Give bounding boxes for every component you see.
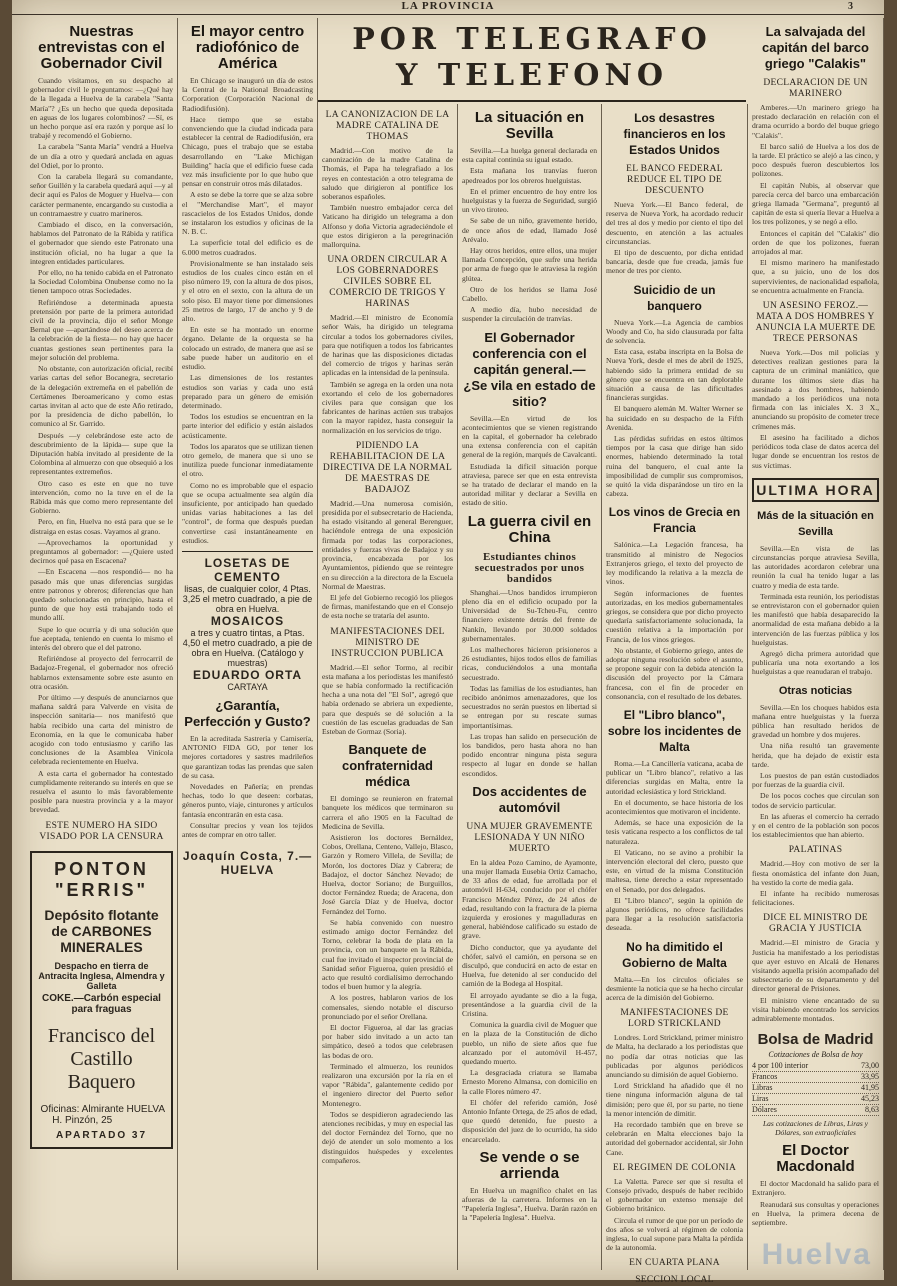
archive-watermark: Huelva (761, 1238, 872, 1271)
bolsa-label: Francos (752, 1072, 778, 1082)
paragraph: Madrid.—El ministro de Gracia y Justicia ha manifestado a los periodistas que ayer estuvo en Alcalá de Henares visitando aquella prisión acompañado del subsecretario de su departamento y del director general de Prisiones. (752, 938, 879, 994)
paragraph: Estudiada la difícil situación porque atraviesa, parece ser que en esta entrevista se ha tratado de declarar el mando en la autoridad militar y declarar a Sevilla en estado de sitio. (462, 461, 597, 508)
column-3 (318, 104, 458, 1270)
paragraph: Nueva York.—El Banco federal, de reserva de Nueva York, ha acordado reducir del tres al dos y medio por ciento el tipo del descuento, en atención a las actuales circunstancias. (606, 200, 743, 246)
ad-text: lisas, de cualquier color, 4 Ptas. 3,25 el metro cuadrado, a pie de obra en Huelva. (182, 583, 313, 614)
paragraph: Agregó dicha primera autoridad que publicaría una nota exortando a los huelguistas a que reanudaran el trabajo. (752, 648, 879, 677)
address-text: Joaquín Costa, 7.—HUELVA (182, 849, 313, 878)
paragraph: El doctor Macdonald ha salido para el Extranjero. (752, 1179, 879, 1198)
paragraph: Con la carabela llegará su comandante, señor Guillén y la carabela quedará aquí —y al decir aquí es Palos de Moguer y Huelva— con carácter permanente, encargando su custodia a un contramaestre y cuatro marineros. (30, 172, 173, 218)
paragraph: Esta mañana los tranvías fueron apedreados por los obreros huelguistas. (462, 166, 597, 185)
article-body (752, 1179, 879, 1227)
paragraph: Supe lo que ocurría y di una solución que fue aceptada, teniendo en cuenta lo mismo el interés del obrero que el del patrono. (30, 624, 173, 652)
paragraph: El ministro viene encantado de su visita habiendo encontrado los servicios admirablemente montados. (752, 995, 879, 1024)
paragraph: Otro de los heridos se llama José Cabello. (462, 284, 597, 304)
column-4 (458, 104, 602, 1270)
paragraph: En la acreditada Sastrería y Camisería, ANTONIO FIDA GO, por tener los mejores cortadores y sastres madrileños que garantizan todas las prendas que salen de su casa. (182, 733, 313, 780)
paragraph: El capitán Nubis, al observar que parecía cerca del barco una embarcación griega llamada "Germana", preguntó al capitán de esta si quería llevar a Huelva a los tres polizones, y se negó a ello. (752, 180, 879, 227)
paragraph: Madrid.—El ministro de Economía señor Wais, ha dirigido un telegrama circular a todos los gobernadores civiles, para que notifiquen a todos los fabricantes de harinas que las disposiciones dictadas del comercio de trigos y harinas serán aplicadas en la intensidad de la península. (322, 313, 453, 378)
article-body (322, 663, 453, 737)
bolsa-value: 73,00 (861, 1061, 879, 1071)
paragraph: Sevilla.—La huelga general declarada en esta capital continúa su igual estado. (462, 146, 597, 165)
article-body (606, 975, 743, 1003)
article-headline: El Doctor Macdonald (776, 1142, 855, 1176)
ad-text-2: a tres y cuatro tintas, a Ptas. 4,50 el metro cuadrado, a pie de obra en Huelva. (Catálogo y muestras) (182, 627, 313, 668)
paragraph: Salónica.—La Legación francesa, ha transmitido al ministro de Negocios Extranjeros griego, el texto del proyecto de ley modificando la relativa a la mezcla de vinos. (606, 540, 743, 587)
paragraph: En el primer encuentro de hoy entre los huelguistas y la fuerza de Seguridad, surgió un vivo tiroteo. (462, 186, 597, 215)
paragraph: Se había convenido con nuestro estimado amigo doctor Fernández del Torno, celebrar la boda de plata en la provincia, con un banquete en la Rábida, cual fue invitado el inspector provincial de Sanidad señor Figueroa, quien presidió el acto que resultó cordialísimo derrochando todos el buen humor y la alegría. (322, 917, 453, 992)
paragraph: En la aldea Pozo Camino, de Ayamonte, una mujer llamada Eusebia Ortiz Camacho, de 33 años de edad, fue arrollada por el automóvil H-634, conducido por el chófer Francisco Méndez Pérez, de 24 años de edad, resultando con la fractura de la pierna izquierda y erosiones y magulladuras en general, habiéndose calificado su estado de grave. (462, 857, 597, 941)
column-1 (26, 18, 178, 1270)
paragraph: Circula el rumor de que por un período de dos años se volverá al régimen de colonia inglesa, lo cual supone para Malta la pérdida de la autonomía. (606, 1215, 743, 1253)
paragraph: Nueva York.—Dos mil policías y detectives realizan gestiones para la captura de un criminal maniático, que durante los últimos siete días ha asesinado a dos hombres, habiendo mandado a los periódicos una nota firmada con las iniciales X. 3 X., anunciando su propósito de cometer trece crímenes más. (752, 348, 879, 431)
article-headline: Los desastres financieros en los Estados Unidos (623, 111, 726, 157)
ad-title: LOSETAS DE CEMENTO (204, 555, 291, 584)
bolsa-value: 41,95 (861, 1083, 879, 1093)
article-headline: Nuestras entrevistas con el Gobernador Civil (38, 23, 165, 72)
paragraph: Otro caso es este en que no tuve intervención, como no la tuve en el de la Rábida más que como mero representante del Gobierno. (30, 478, 173, 516)
bolsa-row (752, 1072, 879, 1083)
paragraph: Malta.—En los círculos oficiales se desmiente la noticia que se ha hecho circular acerca de la dimisión del Gobierno. (606, 974, 743, 1002)
paragraph: Según informaciones de fuentes autorizadas, en los medios gubernamentales griegos, se considera que por dicho proyecto quedaría satisfactoriamente solucionada, la cuestión relativa a la importación por Francia, de los vinos griegos. (606, 588, 743, 644)
paragraph: Todos los aparatos que se utilizan tienen otro gemelo, de manera que si uno se inutiliza puede funcionar inmediatamente el otro. (182, 441, 313, 479)
masthead-title: LA PROVINCIA (401, 0, 495, 12)
paragraph: Sevilla.—En vista de las circunstancias porque atraviesa Sevilla, las autoridades acordaron celebrar una reunión la cual ha tenido lugar a las cuatro y media de esta tarde. (752, 543, 879, 590)
ad-title-2: MOSAICOS (210, 613, 285, 628)
paragraph: Los puestos de pan están custodiados por fuerzas de la guardia civil. (752, 770, 879, 790)
article-body (322, 146, 453, 249)
article-headline: No ha dimitido el Gobierno de Malta (622, 939, 727, 970)
paragraph: Refiriéndose a determinada apuesta pretensión por parte de la primera autoridad civil de la provincia, dijo el señor Monge Bernal que —apartándose del deseo acerca de la celebración de la fiesta— no hay que hacer cuantas gestiones sean pertinentes para la mejor solución del problema. (30, 297, 173, 362)
paragraph: Consultar precios y vean los tejidos antes de comprar en otro taller. (182, 820, 313, 839)
paragraph: Novedades en Pañería; en prendas hechas, todo lo que deseen: corbatas, géneros punto, viaje, cinturones y artículos fantasía encontrarán en esta casa. (182, 781, 313, 819)
paragraph: En las afueras el comercio ha cerrado y en el centro de la población son pocos los establecimientos que han abierto. (752, 811, 879, 840)
ad-owner: EDUARDO ORTA (192, 667, 303, 682)
paragraph: Provisionalmente se han instalado seis estudios de los cuales cinco están en el piso número 19, con la altura de dos pisos, y el otro en el sexto, con la altura de un solo piso. El mayor tiene por dimensiones 25 metros de largo, 17 de ancho y 9 de alto. (182, 258, 313, 324)
bolsa-table (752, 1061, 879, 1116)
ad-coke: COKE.—Carbón especial para fraguas (42, 992, 161, 1015)
ad-line: Depósito flotante de CARBONES MINERALES (44, 906, 159, 955)
paragraph: También se agrega en la orden una nota exortando el celo de los gobernadores civiles para que consigan que los fabricantes de harinas actúen sus trabajos con la mayor rapidez, hasta conseguir la normalización en los servicios de trigo. (322, 379, 453, 435)
paragraph: A medio día, hubo necesidad de suspender la circulación de tranvías. (462, 305, 597, 324)
subhead: DECLARACION DE UN MARINERO (763, 78, 868, 99)
bolsa-label: Liras (752, 1094, 769, 1104)
paragraph: —Aprovechamos la oportunidad y preguntamos al gobernador: —¿Quiere usted decirnos qué pasa en Escacena? (30, 537, 173, 566)
newspaper-page (12, 0, 884, 1286)
bolsa-note: Las cotizaciones de Libras, Liras y Dólares, son extraoficiales (762, 1119, 868, 1138)
article-body (752, 859, 879, 907)
subhead: Estudiantes chinos secuestrados por unos bandidos (474, 550, 585, 585)
article-body (752, 348, 879, 470)
paragraph: Amberes.—Un marinero griego ha prestado declaración en relación con el drama ocurrido a bordo del buque griego "Calakis". (752, 103, 879, 140)
paragraph: El jefe del Gobierno recogió los pliegos de firmas, manifestando que en el Consejo de esta noche se trataría del asunto. (322, 592, 453, 621)
paragraph: Entonces el capitán del "Calakis" dio orden de que los polizones, fueran arrojados al mar. (752, 228, 879, 257)
subhead: UNA MUJER GRAVEMENTE LESIONADA Y UN NIÑO MUERTO (466, 821, 593, 854)
article-body (606, 759, 743, 933)
paragraph: Reanudará sus consultas y operaciones en Huelva, la primera decena de septiembre. (752, 1199, 879, 1228)
paragraph: El doctor Figueroa, al dar las gracias por haber sido invitado a un acto tan simpático, deseó a todos que celebrasen las bodas de oro. (322, 1023, 453, 1060)
paragraph: El tipo de descuento, por dicha entidad bancaria, desde que fue creada, jamás fue menor de tres por ciento. (606, 248, 743, 276)
paragraph: Dicho conductor, que ya ayudante del chófer, salvó el camión, en persona se en disculpó, que conducirá en acto de estar en Huelva, fue detenido al ser conducido del camión de la Bodega al Hospital. (462, 942, 597, 989)
bolsa-label: 4 por 100 interior (752, 1061, 809, 1071)
column-6 (748, 18, 884, 1270)
article-body (322, 499, 453, 621)
paragraph: La desgraciada criatura se llamaba Ernesto Moreno Almansa, con domicilio en la calle Flores número 47. (462, 1068, 597, 1096)
bolsa-subtitle: Cotizaciones de Bolsa de hoy (768, 1050, 863, 1060)
paragraph: Una niña resultó tan gravemente herida, que ha dejado de existir esta tarde. (752, 741, 879, 769)
subhead: EL BANCO FEDERAL REDUCE EL TIPO DE DESCUENTO (626, 164, 723, 196)
paragraph: El asesino ha facilitado a dichos periódicos toda clase de datos acerca del lugar donde se encuentran los restos de sus víctimas. (752, 432, 879, 470)
paragraph: El infante ha recibido numerosas felicitaciones. (752, 889, 879, 908)
paragraph: Las pérdidas sufridas en estos últimos tiempos por la casa que dirige han sido enormes, habiendo determinado la total ruina del banquero, el cual ante la imposibilidad de cumplir sus compromisos, se quitó la vida disparándose un tiro en la cabeza. (606, 434, 743, 499)
paragraph: Todos los estudios se encuentran en la parte interior del edificio y están aislados acústicamente. (182, 412, 313, 440)
paragraph: Hay otros heridos, entre ellos, una mujer llamada Concepción, que sufre una herida por arma de fuego que le atraviesa la región glútea. (462, 246, 597, 283)
paragraph: El "Libro blanco", según la opinión de algunos periódicos, no ofrece facilidades para llegar a la resolución satisfactoria deseada. (606, 895, 743, 933)
paragraph: Las tropas han salido en persecución de los bandidos, pero hasta ahora no han podido encontrar ninguna pista segura respecto al lugar en donde se hallan escondidos. (462, 731, 597, 778)
subhead: PALATINAS (788, 845, 843, 856)
paragraph: Terminado el almuerzo, los reunidos realizaron una excursión por la ría en el vapor "Rábida", galantemente cedido por el ingeniero director del Puerto señor Montenegro. (322, 1061, 453, 1108)
article-body (462, 146, 597, 324)
paragraph: A esta carta el gobernador ha contestado cumplidamente reiterando su interés en que se resuelva el asunto lo más favorablemente posible para nuestra provincia y a la mayor brevedad. (30, 768, 173, 815)
article-body (606, 200, 743, 276)
ad-apartado: APARTADO 37 (55, 1129, 148, 1141)
paragraph: Shanghai.—Unos bandidos irrumpieron pleno día en el edificio ocupado por la Universidad de Su-Tcheu-Fu, centro financiero existente detrás del frente de Nankín, llevando por 30.000 soldados gubernamentales. (462, 587, 597, 643)
paragraph: Pero, en fin, Huelva no está para que se le distraiga en estas cosas. Vayamos al grano. (30, 517, 173, 536)
paragraph: Sevilla.—En virtud de los acontecimientos que se vienen registrando en la capital, el gobernador ha celebrado una extensa conferencia con el capitán general de la región, marqués de Cavalcanti. (462, 413, 597, 460)
paragraph: Esta casa, estaba inscripta en la Bolsa de Nueva York, desde el mes de abril de 1925, habiendo sido la primera entidad de su género que se encuentra en tan deplorable situación a causa de las dificultades financieras surgidas. (606, 347, 743, 403)
article-body (606, 1177, 743, 1253)
coal-advertisement (30, 851, 173, 1149)
paragraph: El chófer del referido camión, José Antonio Infante Ortega, de 25 años de edad, que quedó detenido, fue puesto a disposición del juez de lo ocurrido, ha sido encarcelado. (462, 1097, 597, 1144)
bolsa-row (752, 1083, 879, 1094)
paragraph: Por último —y después de anunciarnos que mañana saldrá para Valverde en visita de inspección sanitaria— nos manifestó que había recibido una carta del ministro de Economía, en la que le comunicaba haber acogido con todo entusiasmo y cariño las conclusiones de la Asamblea Vinícola celebrada recientemente en Huelva. (30, 693, 173, 767)
article-headline: Suicidio de un banquero (633, 282, 716, 313)
article-body (322, 313, 453, 435)
article-body (182, 76, 313, 545)
article-body (30, 76, 173, 815)
article-body (752, 103, 879, 295)
paragraph: —En Escacena —nos respondió— no ha pasado más que unas diferencias surgidas entre patronos y obreros; diferencias que han quedado solucionadas en principio, hasta el punto de que hoy está trabajando todo el mundo allí. (30, 567, 173, 623)
paragraph: El banquero alemán M. Walter Werner se ha suicidado en su despacho de la Fifth Avenida. (606, 404, 743, 432)
paragraph: Además, se hace una exposición de la tesis vaticana respecto a los conflictos de tal naturaleza. (606, 818, 743, 846)
paragraph: Hace tiempo que se estaba convenciendo que la ciudad indicada para establecer la central de Radiodifusión, era Chicago, pues el trabajo que se estaba desarrollando en "Lake Michigan Building" hacía que el edificio fuese cada vez más insuficiente por lo que hubo que pensar en construir otros más dilatados. (182, 114, 313, 189)
article-body (462, 588, 597, 778)
paragraph: Nueva York.—La Agencia de cambios Woody and Co, ha sido clausurada por falta de solvencia. (606, 317, 743, 346)
bolsa-value: 45,23 (861, 1094, 879, 1104)
paragraph: Madrid.—Hoy con motivo de ser la fiesta onomástica del infante don Juan, ha vestido la corte de media gala. (752, 859, 879, 887)
ad-address (182, 845, 313, 877)
paragraph: Roma.—La Cancillería vaticana, acaba de publicar un "Libro blanco", relativo a las diferencias surgidas en Malta, entre la autoridad eclesiástica y lord Strickland. (606, 758, 743, 796)
paragraph: Asistieron los doctores Bernáldez, Cobos, Orellana, Centeno, Vallejo, Blasco, Garzón y Romero Villela, de Sevilla; de Morón, los doctores Díaz y Cabrera; de Badajoz, el doctor Sánchez Nevado; de Huelva, doctor Soriano; de Burguillos, doctor Fernández Rueda; de Aracena, don José García Díaz y de Huelva, doctor Fernández del Torno. (322, 832, 453, 916)
bolsa-row (752, 1094, 879, 1105)
paragraph: También nuestro embajador cerca del Vaticano ha dirigido un telegrama a don Alfonso y doña Victoria agradeciéndole el que estos dirigieron a la peregrinación mallorquina. (322, 203, 453, 250)
paragraph: De los pocos coches que circulan son todos de servicio particular. (752, 791, 879, 810)
masthead (12, 0, 884, 15)
article-body (606, 540, 743, 700)
page-number: 3 (848, 1, 854, 12)
bolsa-row (752, 1105, 879, 1116)
article-body (606, 1033, 743, 1157)
footer-note: EN CUARTA PLANA (629, 1258, 720, 1269)
paragraph: Se sabe de un niño, gravemente herido, de once años de edad, llamado José Arévalo. (462, 216, 597, 244)
paragraph: Londres. Lord Strickland, primer ministro de Malta, ha declarado a los periodistas que no podía dar otras noticias que las publicadas por algunos periódicos anunciando su dimisión de aquel Gobierno. (606, 1033, 743, 1080)
footer-note: SECCION LOCAL (635, 1275, 714, 1286)
bolsa-title: Bolsa de Madrid (757, 1031, 874, 1049)
paragraph: En el documento, se hace historia de los acontecimientos que motivaron el incidente. (606, 797, 743, 816)
paragraph: A los postres, hablaron varios de los comensales, siendo notable el discurso pronunciado por el señor Orellana. (322, 993, 453, 1021)
ad-desc: Despacho en tierra de Antracita Inglesa, Almendra y Galleta (38, 960, 165, 991)
subhead: MANIFESTACIONES DEL MINISTRO DE INSTRUCCION PUBLICA (330, 626, 445, 659)
article-headline: Otras noticias (778, 684, 853, 697)
bolsa-row (752, 1061, 879, 1072)
ad-owner: Francisco del Castillo Baquero (47, 1024, 156, 1093)
paragraph: Todas las familias de los estudiantes, han recibido anónimos amenazadores, que los secuestrados no serán puestos en libertad si se entregan por su rescate sumas importantísimas. (462, 683, 597, 730)
article-body (752, 703, 879, 840)
subhead: MANIFESTACIONES DE LORD STRICKLAND (620, 1008, 729, 1030)
paragraph: A esto se debe la torre que se alza sobre el "Merchandise Mart", el mayor rascacielos de los Estados Unidos, donde se instalaron los estudios y oficinas de la N. B. C. (182, 190, 313, 237)
paragraph: Refiriéndose al proyecto del ferrocarril de Badajoz-Fregenal, el gobernador nos ofreció hablarnos extensamente sobre este asunto en otra ocasión. (30, 654, 173, 691)
paragraph: El Vaticano, no se avino a prohibir la intervención electoral del clero, puesto que este, en virtud de la misma Constitución maltesa, tiene derecho a estar representado en el Senado, por dos delegados. (606, 847, 743, 894)
subhead: UN ASESINO FEROZ.—MATA A DOS HOMBRES Y ANUNCIA LA MUERTE DE TRECE PERSONAS (755, 301, 876, 345)
paragraph: Cambiado el disco, en la conversación, hablamos del Patronato de la Rábida y ratifica el gobernador que siendo este Patronato una institución oficial, no ha lugar a que la integren entidades particulares. (30, 220, 173, 266)
subhead: DICE EL MINISTRO DE GRACIA Y JUSTICIA (763, 913, 868, 935)
censorship-note: ESTE NUMERO HA SIDO VISADO POR LA CENSURA (39, 820, 164, 842)
paragraph: En Chicago se inauguró un día de estos la Central de la National Broadcasting Corporation (Corporación Nacional de Radiodifusión). (182, 76, 313, 113)
paragraph: El domingo se reunieron en fraternal banquete los médicos que terminaron su carrera el año 1905 en la Facultad de Medicina de Sevilla. (322, 794, 453, 831)
article-body (322, 794, 453, 1165)
banner-line-1: POR TELEGRAFO (352, 22, 712, 57)
paragraph: Terminada esta reunión, los periodistas se entrevistaron con el gobernador quien les manifestó que había desaparecido la anormalidad de esta mañana debido a la intervención de las fuerzas pública y los huelguistas. (752, 591, 879, 647)
subhead: UNA ORDEN CIRCULAR A LOS GOBERNADORES CIVILES SOBRE EL COMERCIO DE TRIGOS Y HARINAS (327, 255, 448, 310)
ad-office-row (38, 1104, 165, 1126)
article-headline: El Gobernador conferencia con el capitán general.—¿Se vila en estado de sitio? (463, 329, 596, 409)
ad-city: HUELVA (126, 1103, 165, 1115)
article-headline: La situación en Sevilla (474, 109, 585, 142)
paragraph: El barco salió de Huelva a los dos de la tarde. El práctico se alejó a las cinco, y poco después fueron descubiertos los polizones. (752, 141, 879, 179)
article-body (752, 544, 879, 677)
subhead: PIDIENDO LA REHABILITACION DE LA DIRECTIVA DE LA NORMAL DE MAESTRAS DE BADAJOZ (322, 440, 453, 495)
bolsa-value: 8,63 (865, 1105, 879, 1115)
subhead: EL REGIMEN DE COLONIA (612, 1162, 737, 1173)
paragraph: Comunica la guardia civil de Moguer que en la plaza de la Constitución de dicho pueblo, un niño de siete años que fue alcanzado por el automóvil H-457, quedando muerto. (462, 1020, 597, 1067)
ultima-hora-box: ULTIMA HORA (752, 478, 879, 502)
paragraph: La superficie total del edificio es de 6.000 metros cuadrados. (182, 238, 313, 257)
article-body (462, 414, 597, 508)
telegraph-banner (318, 18, 746, 102)
classified-text: En Huelva un magnífico chalet en las afueras de la carretera. Informes en la "Papelería Inglesa", Huelva. Darán razón en la "Papelería Inglesa". Huelva. (462, 1185, 597, 1223)
banner-line-2: Y TELEFONO (396, 58, 668, 93)
paragraph: Después —y celebrándose este acto de descubrimiento de la lápida— supe que la Diputación había invitado al presidente de la Colombina al almuerzo con que obsequió a los representantes extremeños. (30, 430, 173, 477)
bolsa-label: Libras (752, 1083, 773, 1093)
paragraph: No obstante, el Gobierno griego, antes de adoptar ninguna resolución sobre el asunto, se propone seguir con la debida atención la discusión del proyecto por la Cámara francesa, con el fin de proceder en consonancia, con el resultado de los debates. (606, 645, 743, 701)
column-2 (178, 18, 318, 1270)
paragraph: Como no es improbable que el espacio que se ocupa actualmente sea algún día insuficiente, por anticipado han quedado unidas varias habitaciones a las del "control", de forma que después puedan convertirse casi instantáneamente en estudios. (182, 480, 313, 545)
paragraph: Madrid.—El señor Tormo, al recibir esta mañana a los periodistas les manifestó que se había conformado la rectificación hecha a una nota del "El Sol", agregó que había ordenado se abriera un expediente, para que después se dé solución a la cuestión de las escuelas graduadas de San Esteban de Gormaz (Soria). (322, 662, 453, 736)
paragraph: Los malhechores hicieron prisioneros a 26 estudiantes, hijos todos ellos de familias ricas, conduciéndolos a una montaña secuestrado. (462, 644, 597, 682)
article-body (462, 1186, 597, 1223)
article-headline: Se vende o se arrienda (479, 1148, 580, 1182)
paragraph: En este se ha montado un enorme órgano. Delante de la orquesta se ha colocado un estrado, de manera que así se sabe puede haber un auditorio en el estudio. (182, 325, 313, 372)
ad-name: PONTON "ERRIS" (54, 858, 149, 900)
column-5 (602, 104, 748, 1286)
paragraph: Todos se despidieron agradeciendo las atenciones recibidas, y muy en especial las del doctor Fernández del Torno, que no dejó de atender un solo momento a los distinguidos huéspedes y excelentes compañeros. (322, 1109, 453, 1165)
article-headline: Dos accidentes de automóvil (472, 783, 587, 815)
paragraph: Las dimensiones de los restantes estudios son varias y cada uno está preparado para un género de emisión determinado. (182, 373, 313, 410)
ad-headline: ¿Garantía, Perfección y Gusto? (184, 697, 311, 729)
paragraph: Lord Strickland ha añadido que él no tiene ninguna información alguna de tal dimisión; pero que él, por su parte, no tiene la menor intención de dimitir. (606, 1081, 743, 1118)
ad-office: Oficinas: Almirante H. Pinzón, 25 (40, 1103, 124, 1126)
ad-body (182, 734, 313, 839)
paragraph: Ha recordado también que en breve se celebrarán en Malta elecciones bajo la autoridad del gobernador accidental, sir John Cane. (606, 1120, 743, 1157)
article-body (752, 938, 879, 1023)
article-headline: El "Libro blanco", sobre los incidentes de Malta (607, 707, 742, 754)
paragraph: Cuando visitamos, en su despacho al gobernador civil le preguntamos: —¿Qué hay de la llegada a Huelva de la carabela "Santa María"? ¿Es un hecho que queda depositada en aguas de los lugares colombinos? —Sí, es un hecho porque así era razón y porque así lo trabajé y recomendó el Gobierno. (30, 76, 173, 141)
article-headline: Los vinos de Grecia en Francia (608, 505, 741, 536)
article-headline: El mayor centro radiofónico de América (190, 23, 305, 72)
article-headline: La salvajada del capitán del barco griego "Calakis" (762, 24, 869, 71)
article-headline: Más de la situación en Sevilla (757, 509, 874, 538)
article-body (462, 858, 597, 1144)
paragraph: La Valetta. Parece ser que si resulta el Consejo privado, después de haber recibido el gobernador un extenso mensaje del Gobierno británico. (606, 1176, 743, 1214)
bolsa-label: Dólares (752, 1105, 777, 1115)
bolsa-value: 33,95 (861, 1072, 879, 1082)
paragraph: El arroyado ayudante se dio a la fuga, presentándose a la guardia civil de la Cristina. (462, 990, 597, 1018)
paragraph: Sevilla.—En los choques habidos esta mañana entre huelguistas y la fuerza pública han resultado heridos de gravedad un hombre y dos mujeres. (752, 702, 879, 740)
subhead: LA CANONIZACION DE LA MADRE CATALINA DE THOMAS (325, 110, 450, 142)
article-headline: Banquete de confraternidad médica (341, 742, 433, 790)
paragraph: No obstante, con autorización oficial, recibí varias cartas del señor Bocanegra, secretario de la delegación extremeña en el pabellón de Certámenes Iberoamericano y como estas cartas invitan al acto que de este Año retirado, por la presidencia de dicho pabellón, lo comunico al Sr. Garrido. (30, 364, 173, 429)
article-body (606, 318, 743, 499)
paragraph: Por ello, no ha tenido cabida en el Patronato la Sociedad Colombina Onubense como no la tienen tampoco otras Sociedades. (30, 268, 173, 296)
paragraph: Madrid.—Una numerosa comisión, presidida por el subsecretario de Hacienda, ha estado visitando al general Berenguer, haciéndole entrega de una exposición firmada por todas las corporaciones, entidades y fuerzas vivas de Badajoz y su provincia, encabezada por los Ayuntamientos, pidiendo que se reintegre en su dirección a la directora de la Escuela Normal de Maestras. (322, 498, 453, 591)
paragraph: Madrid.—Con motivo de la canonización de la madre Catalina de Thomás, el Papa ha telegrafiado a los reyes en contestación a otro telegrama de saludo que dirigieron al pontífice los soberanos españoles. (322, 146, 453, 202)
paragraph: El mismo marinero ha manifestado que, a su juicio, uno de los dos supervivientes, de nacionalidad española, se encuentra actualmente en Francia. (752, 258, 879, 295)
ad-place: CARTAYA (227, 681, 268, 692)
article-headline: La guerra civil en China (467, 512, 592, 546)
paragraph: La carabela "Santa María" vendrá a Huelva de un día a otro y quedará anclada en aguas del Odiel, por lo pronto. (30, 142, 173, 170)
cement-advertisement (182, 551, 313, 692)
